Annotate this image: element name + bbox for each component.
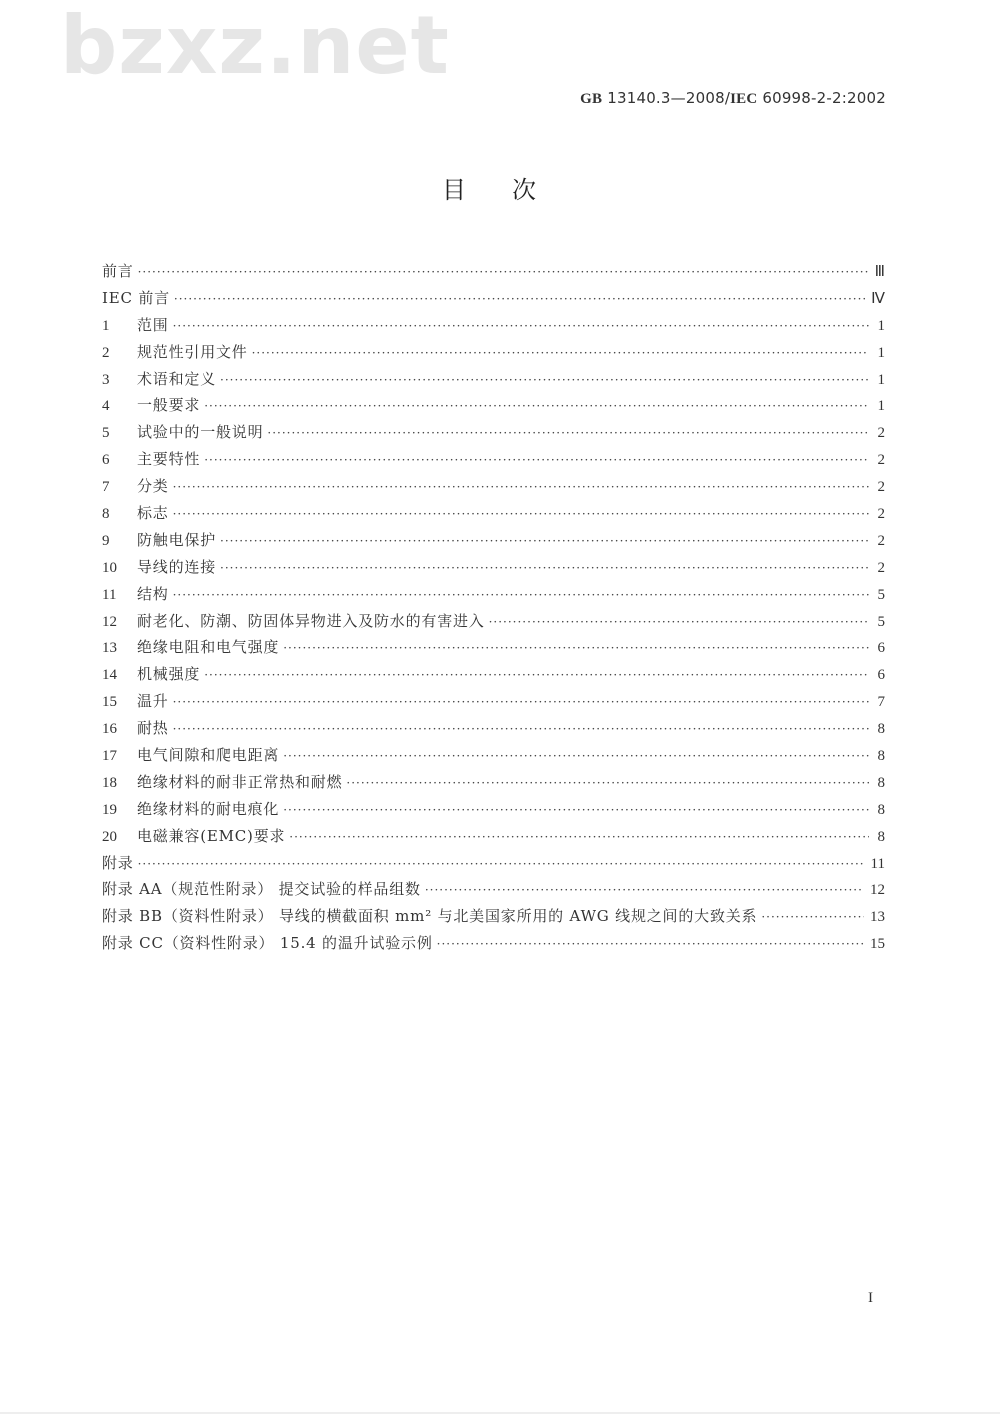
toc-title: 耐老化、防潮、防固体异物进入及防水的有害进入 (137, 611, 485, 630)
toc-title: 分类 (137, 477, 169, 496)
toc-page: 5 (877, 613, 885, 630)
toc-page: 8 (877, 721, 885, 738)
page-edge (0, 1412, 1000, 1414)
toc-page: 6 (877, 640, 885, 657)
dot-leader (425, 883, 864, 897)
toc-page: 2 (877, 532, 885, 549)
toc-entry[interactable] (102, 394, 885, 421)
toc-page: 15 (870, 936, 885, 953)
toc-title: IEC 前言 (102, 288, 170, 307)
toc-entry[interactable] (102, 260, 885, 287)
toc-title: 标志 (137, 504, 169, 523)
toc-title: 耐热 (137, 719, 169, 738)
dot-leader (174, 292, 865, 306)
watermark: bzxz.net (60, 0, 450, 92)
dot-leader (138, 857, 865, 871)
toc-entry[interactable] (102, 717, 885, 744)
toc-title: 术语和定义 (137, 369, 217, 388)
toc-page: 1 (877, 398, 885, 415)
toc-entry[interactable] (102, 583, 885, 610)
toc-title: 附录 BB（资料性附录） 导线的横截面积 mm² 与北美国家所用的 AWG 线规之间的大致关系 (102, 907, 758, 926)
page-number: I (868, 1290, 873, 1306)
dot-leader (283, 803, 869, 817)
toc-entry[interactable] (102, 448, 885, 475)
toc-title: 主要特性 (137, 450, 201, 469)
toc-entry[interactable] (102, 905, 885, 932)
toc-page: Ⅲ (874, 264, 885, 280)
toc-entry[interactable] (102, 932, 885, 959)
toc-page: 1 (877, 344, 885, 361)
toc-title: 绝缘电阻和电气强度 (137, 638, 280, 657)
toc-page: 6 (877, 667, 885, 684)
toc-title: 防触电保护 (137, 530, 217, 549)
toc-number: 10 (102, 559, 117, 576)
toc-title: 绝缘材料的耐非正常热和耐燃 (137, 772, 343, 791)
dot-leader (138, 265, 869, 279)
dot-leader (489, 615, 869, 629)
toc-title: 附录 AA（规范性附录） 提交试验的样品组数 (102, 880, 421, 899)
toc-title: 导线的连接 (137, 557, 217, 576)
toc-number: 16 (102, 721, 117, 738)
toc-number: 15 (102, 694, 117, 711)
toc-page: 13 (870, 909, 885, 926)
toc-entry[interactable] (102, 421, 885, 448)
dot-leader (267, 426, 869, 440)
dot-leader (220, 373, 869, 387)
toc-number: 2 (102, 344, 110, 361)
toc-title: 一般要求 (137, 396, 201, 415)
toc-entry[interactable] (102, 610, 885, 637)
toc-page: 2 (877, 425, 885, 442)
toc-page: 2 (877, 506, 885, 523)
toc-number: 13 (102, 640, 117, 657)
toc-entry[interactable] (102, 475, 885, 502)
standard-iec: IEC (730, 91, 758, 107)
toc-number: 9 (102, 532, 110, 549)
toc-number: 11 (102, 586, 117, 603)
toc-entry[interactable] (102, 852, 885, 879)
toc-title: 绝缘材料的耐电痕化 (137, 799, 280, 818)
dot-leader (437, 937, 864, 951)
toc-entry[interactable] (102, 771, 885, 798)
toc-page: 1 (877, 317, 885, 334)
toc-number: 4 (102, 398, 110, 415)
dot-leader (173, 695, 869, 709)
dot-leader (204, 399, 869, 413)
toc-entry[interactable] (102, 529, 885, 556)
toc-page: 2 (877, 479, 885, 496)
toc-page: 8 (877, 748, 885, 765)
toc-page: 8 (877, 774, 885, 791)
toc-title: 附录 (102, 853, 134, 872)
dot-leader (173, 722, 869, 736)
toc-entry[interactable] (102, 825, 885, 852)
dot-leader (761, 910, 864, 924)
dot-leader (283, 641, 869, 655)
toc-entry[interactable] (102, 341, 885, 368)
toc-page: 11 (870, 855, 885, 872)
toc-number: 5 (102, 425, 110, 442)
standard-mid: 13140.3—2008/ (607, 89, 731, 107)
dot-leader (346, 776, 869, 790)
toc-page: 2 (877, 452, 885, 469)
toc-number: 8 (102, 506, 110, 523)
toc-entry[interactable] (102, 287, 885, 314)
toc-number: 7 (102, 479, 110, 496)
toc-entry[interactable] (102, 798, 885, 825)
toc-entry[interactable] (102, 636, 885, 663)
toc-number: 12 (102, 613, 117, 630)
toc-entry[interactable] (102, 744, 885, 771)
toc-title: 结构 (137, 584, 169, 603)
page-title: 目次 (442, 176, 582, 204)
dot-leader (252, 346, 869, 360)
toc-page: Ⅳ (871, 290, 885, 307)
toc-number: 18 (102, 774, 117, 791)
dot-leader (220, 534, 869, 548)
toc-entry[interactable] (102, 556, 885, 583)
toc-page: 8 (877, 828, 885, 845)
toc-title: 电气间隙和爬电距离 (137, 746, 280, 765)
toc-number: 20 (102, 828, 117, 845)
dot-leader (283, 749, 869, 763)
toc-title: 附录 CC（资料性附录） 15.4 的温升试验示例 (102, 934, 433, 953)
dot-leader (173, 507, 869, 521)
toc-page: 2 (877, 559, 885, 576)
toc-entry[interactable] (102, 502, 885, 529)
dot-leader (204, 668, 869, 682)
toc-number: 3 (102, 371, 110, 388)
dot-leader (204, 453, 869, 467)
toc-number: 19 (102, 801, 117, 818)
toc-title: 机械强度 (137, 665, 201, 684)
dot-leader (289, 830, 869, 844)
toc-entry[interactable] (102, 690, 885, 717)
toc-number: 14 (102, 667, 117, 684)
toc-page: 12 (870, 882, 885, 899)
toc-title: 前言 (102, 262, 134, 280)
toc-title: 规范性引用文件 (137, 342, 248, 361)
toc-page: 7 (877, 694, 885, 711)
toc-entry[interactable] (102, 314, 885, 341)
standard-end: 60998-2-2:2002 (762, 89, 886, 107)
standard-prefix: GB (580, 91, 603, 107)
table-of-contents (102, 260, 885, 959)
toc-title: 电磁兼容(EMC)要求 (137, 826, 286, 845)
toc-title: 温升 (137, 692, 169, 711)
dot-leader (173, 480, 869, 494)
toc-entry[interactable] (102, 878, 885, 905)
dot-leader (173, 319, 869, 333)
dot-leader (173, 588, 869, 602)
dot-leader (220, 561, 869, 575)
toc-number: 1 (102, 317, 110, 334)
toc-entry[interactable] (102, 368, 885, 395)
toc-number: 17 (102, 748, 117, 765)
toc-number: 6 (102, 452, 110, 469)
toc-entry[interactable] (102, 663, 885, 690)
toc-page: 5 (877, 586, 885, 603)
toc-page: 1 (877, 371, 885, 388)
toc-title: 试验中的一般说明 (137, 423, 264, 442)
toc-page: 8 (877, 801, 885, 818)
toc-title: 范围 (137, 315, 169, 334)
standard-number (580, 89, 886, 108)
